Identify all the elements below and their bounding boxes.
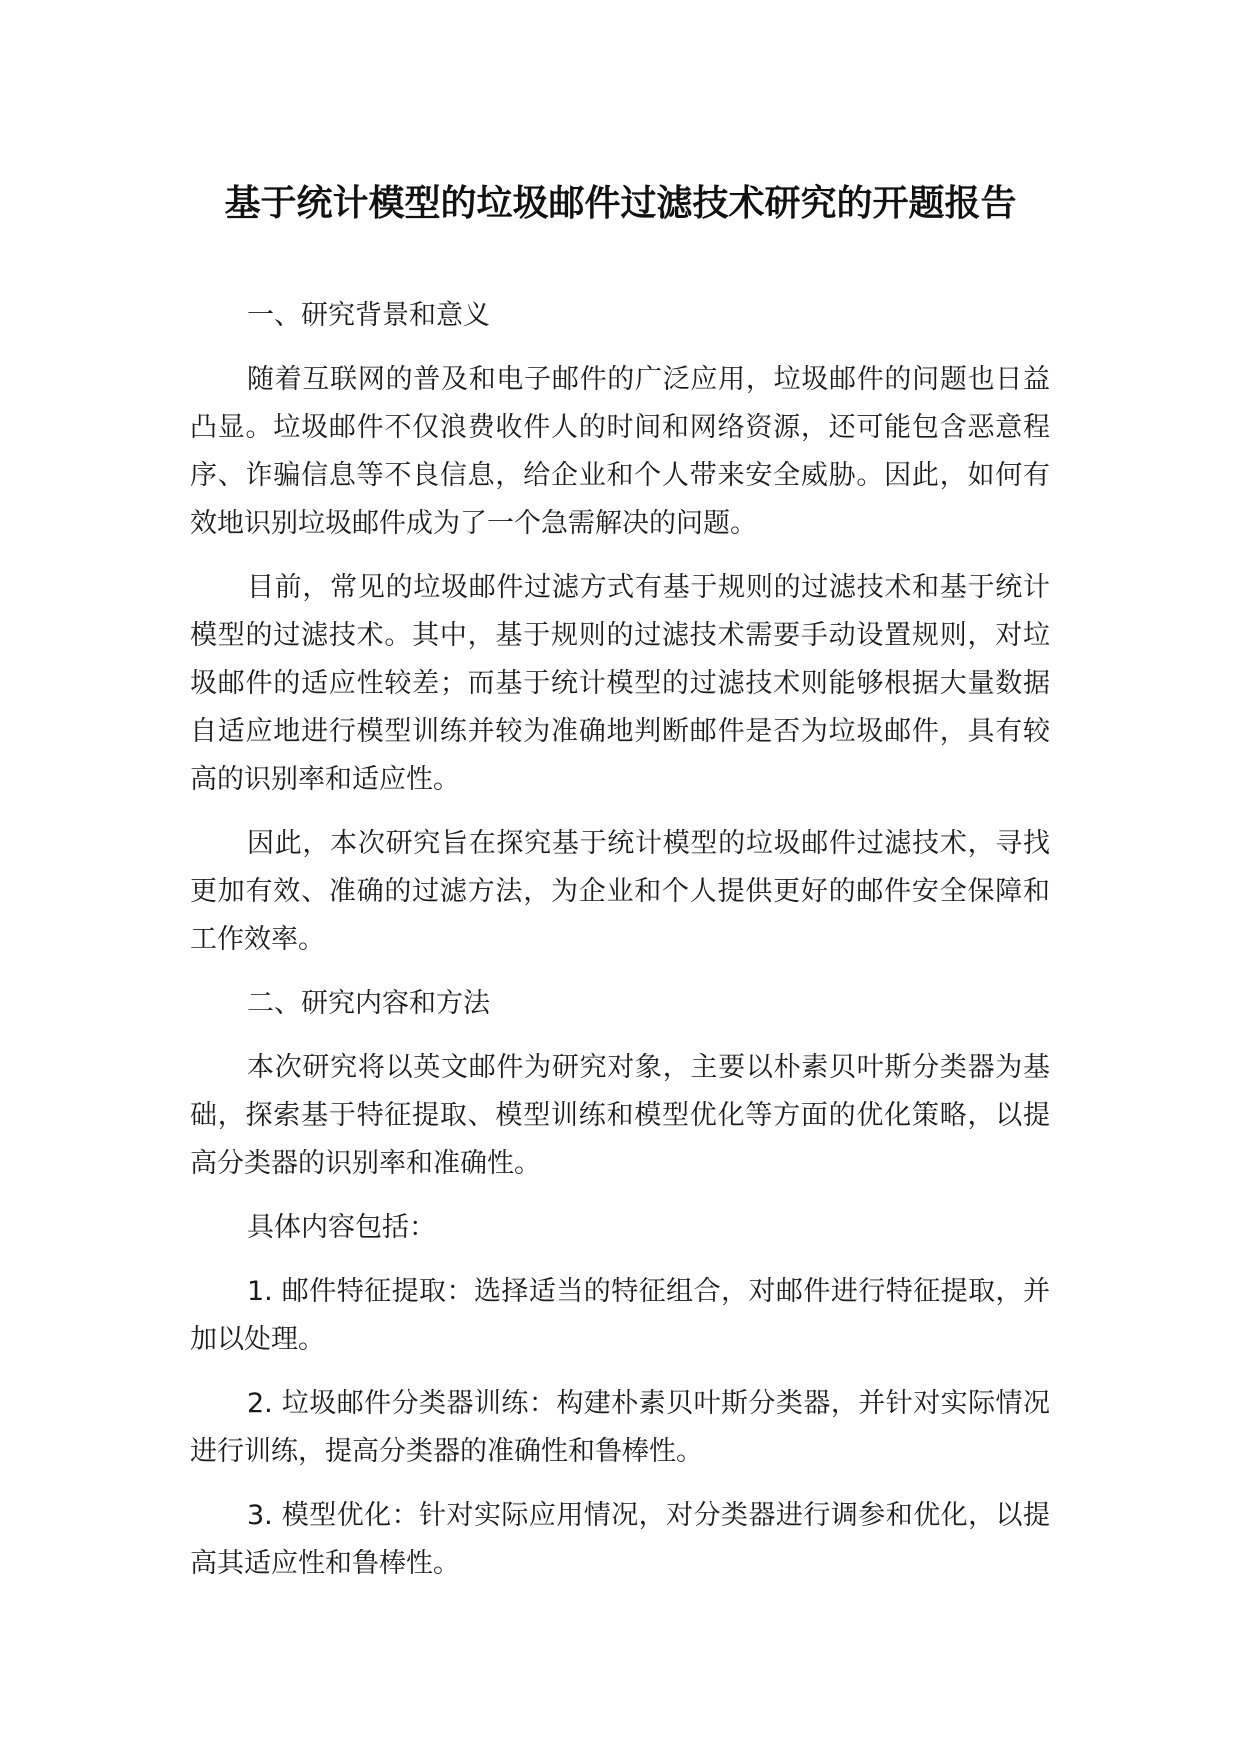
list-item-model-optimization: 3. 模型优化：针对实际应用情况，对分类器进行调参和优化，以提高其适应性和鲁棒性。 [190,1500,1050,1579]
list-item-feature-extraction: 1. 邮件特征提取：选择适当的特征组合，对邮件进行特征提取，并加以处理。 [190,1276,1050,1355]
list-item-classifier-training: 2. 垃圾邮件分类器训练：构建朴素贝叶斯分类器，并针对实际情况进行训练，提高分类器的准确性和鲁棒性。 [190,1388,1050,1467]
section-heading-methods: 二、研究内容和方法 [247,988,490,1019]
paragraph-background-3: 因此，本次研究旨在探究基于统计模型的垃圾邮件过滤技术，寻找更加有效、准确的过滤方法，为企业和个人提供更好的邮件安全保障和工作效率。 [190,828,1050,955]
paragraph-background-2: 目前，常见的垃圾邮件过滤方式有基于规则的过滤技术和基于统计模型的过滤技术。其中，基于规则的过滤技术需要手动设置规则，对垃圾邮件的适应性较差；而基于统计模型的过滤技术则能够根据大量数据自适应地进行模型训练并较为准确地判断邮件是否为垃圾邮件，具有较高的识别率和适应性。 [190,572,1050,795]
section-heading-background: 一、研究背景和意义 [247,300,490,331]
paragraph-methods-intro: 本次研究将以英文邮件为研究对象，主要以朴素贝叶斯分类器为基础，探索基于特征提取、模型训练和模型优化等方面的优化策略，以提高分类器的识别率和准确性。 [190,1052,1050,1179]
document-title: 基于统计模型的垃圾邮件过滤技术研究的开题报告 [224,183,1017,224]
paragraph-background-1: 随着互联网的普及和电子邮件的广泛应用，垃圾邮件的问题也日益凸显。垃圾邮件不仅浪费收件人的时间和网络资源，还可能包含恶意程序、诈骗信息等不良信息，给企业和个人带来安全威胁。因此，如何有效地识别垃圾邮件成为了一个急需解决的问题。 [190,364,1050,539]
document-body [190,292,1050,1604]
paragraph-methods-list-intro: 具体内容包括： [247,1212,436,1243]
